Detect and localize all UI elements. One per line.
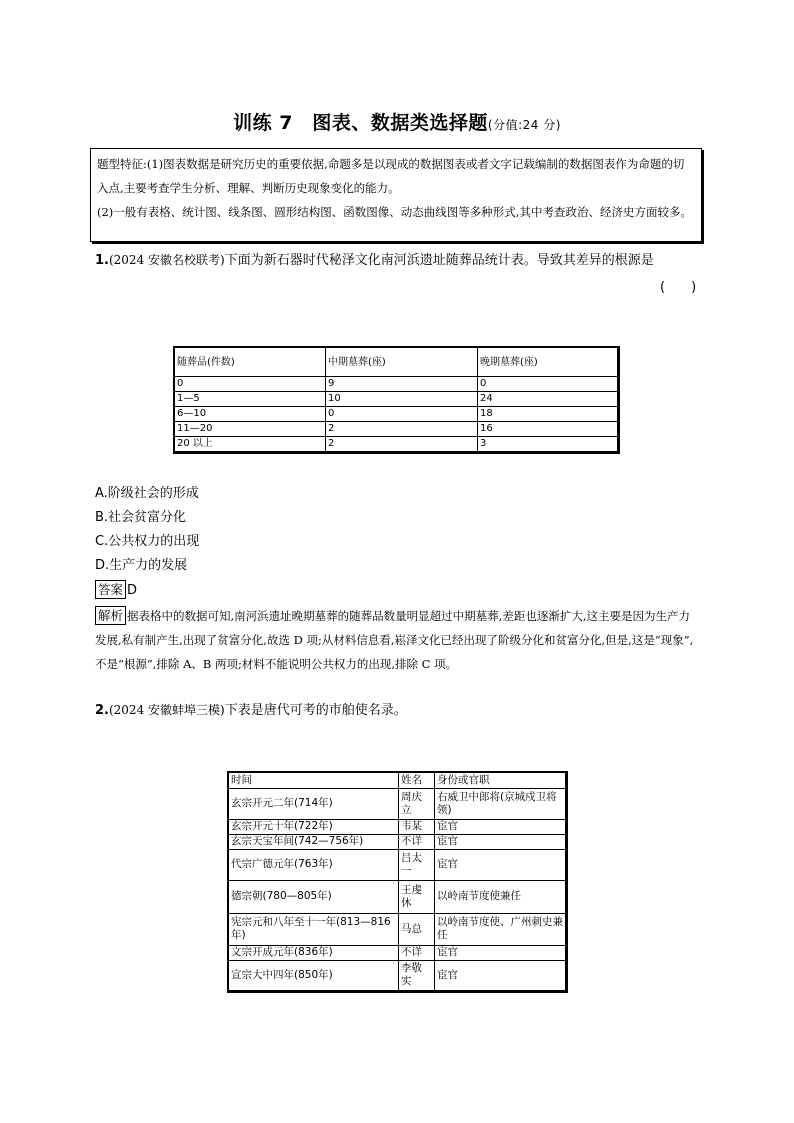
table-cell: 宦官: [435, 945, 567, 960]
table-cell: 玄宗开元二年(714年): [228, 788, 399, 819]
table-header-cell: 晚期墓葬(座): [478, 347, 619, 377]
table-cell: 玄宗天宝年间(742—756年): [228, 834, 399, 849]
table-cell: 2: [326, 422, 478, 437]
table-cell: 不详: [399, 834, 435, 849]
table-header-cell: 身份或官职: [435, 772, 567, 788]
table-row: [228, 913, 567, 945]
table-header-cell: 中期墓葬(座): [326, 347, 478, 377]
table-cell: 宪宗元和八年至十一年(813—816年): [228, 913, 399, 945]
table-cell: 玄宗开元十年(722年): [228, 819, 399, 834]
question-1-options: [95, 482, 199, 578]
table-cell: 宦官: [435, 849, 567, 880]
table-cell: 右威卫中郎将(京城戍卫将领): [435, 788, 567, 819]
table-cell: 韦某: [399, 819, 435, 834]
table-cell: 20 以上: [174, 437, 326, 453]
answer-tag: 答案: [95, 580, 126, 599]
option-c[interactable]: C.公共权力的出现: [95, 534, 200, 549]
option-a[interactable]: A.阶级社会的形成: [95, 486, 199, 501]
table-cell: 宦官: [435, 960, 567, 991]
answer-line: [95, 580, 137, 601]
table-row: [228, 960, 567, 991]
table-row: [228, 788, 567, 819]
maritime-trade-commissioner-table: [227, 771, 568, 993]
table-cell: 宦官: [435, 819, 567, 834]
table-cell: 18: [478, 407, 619, 422]
table-cell: 马总: [399, 913, 435, 945]
page-title: [0, 108, 794, 135]
table-cell: 3: [478, 437, 619, 453]
table-cell: 10: [326, 392, 478, 407]
question-2-text: 下表是唐代可考的市舶使名录。: [224, 703, 407, 718]
title-main: 训练 7 图表、数据类选择题: [233, 112, 488, 134]
table-row: [174, 407, 619, 422]
question-2-stem: [95, 698, 407, 723]
table-cell: 1—5: [174, 392, 326, 407]
option-b[interactable]: B.社会贫富分化: [95, 510, 187, 525]
table-cell: 24: [478, 392, 619, 407]
table-row: [174, 392, 619, 407]
table-cell: 16: [478, 422, 619, 437]
analysis-paragraph: [95, 604, 695, 676]
table-header-cell: 姓名: [399, 772, 435, 788]
table-cell: 0: [478, 377, 619, 392]
table-cell: 0: [326, 407, 478, 422]
question-2-source: (2024 安徽蚌埠三模): [108, 703, 225, 717]
table-cell: 文宗开成元年(836年): [228, 945, 399, 960]
table-cell: 吕太一: [399, 849, 435, 880]
question-2-number: 2.: [95, 703, 109, 718]
analysis-tag: 解析: [95, 606, 126, 625]
table-row: [228, 849, 567, 880]
table-cell: 6—10: [174, 407, 326, 422]
table-cell: 11—20: [174, 422, 326, 437]
table-cell: 宣宗大中四年(850年): [228, 960, 399, 991]
table-cell: 宦官: [435, 834, 567, 849]
table-header-row: [228, 772, 567, 788]
answer-value: D: [127, 583, 138, 598]
table-cell: 德宗朝(780—805年): [228, 880, 399, 913]
table-header-cell: 时间: [228, 772, 399, 788]
table-row: [174, 422, 619, 437]
table-cell: 周庆立: [399, 788, 435, 819]
question-1-text: 下面为新石器时代秘泽文化南河浜遗址随葬品统计表。导致其差异的根源是: [224, 253, 654, 268]
table-cell: 王虔休: [399, 880, 435, 913]
option-d[interactable]: D.生产力的发展: [95, 558, 188, 573]
table-cell: 代宗广德元年(763年): [228, 849, 399, 880]
burial-goods-table: [173, 346, 620, 454]
question-feature-box: [90, 148, 702, 242]
table-cell: 不详: [399, 945, 435, 960]
table-cell: 以岭南节度使、广州刺史兼任: [435, 913, 567, 945]
analysis-text: 据表格中的数据可知,南河浜遗址晚期墓葬的随葬品数量明显超过中期墓葬,差距也逐渐扩大,这主要是因为生产力发展,私有制产生,出现了贫富分化,故选 D 项;从材料信息看,崧泽文化已经出现了阶级分化和贫富分化,但是,这是“现象”,不是“根源”,排除 A、B 两项;材料不能说明公共权力的出现,排除 C 项。: [95, 609, 694, 671]
title-score: (分值:24 分): [487, 118, 561, 132]
feature-line-2: (2)一般有表格、统计图、线条图、圆形结构图、函数图像、动态曲线图等多种形式,其中考查政治、经济史方面较多。: [97, 205, 692, 219]
table-cell: 以岭南节度使兼任: [435, 880, 567, 913]
table-header-cell: 随葬品(件数): [174, 347, 326, 377]
table-row: [228, 880, 567, 913]
table-row: [228, 945, 567, 960]
question-1-number: 1.: [95, 253, 109, 268]
table-row: [228, 834, 567, 849]
feature-line-1: 题型特征:(1)图表数据是研究历史的重要依据,命题多是以现成的数据图表或者文字记载编制的数据图表作为命题的切入点,主要考查学生分析、理解、判断历史现象变化的能力。: [97, 157, 685, 195]
table-cell: 2: [326, 437, 478, 453]
table-row: [174, 437, 619, 453]
question-1-source: (2024 安徽名校联考): [108, 253, 225, 267]
question-1-answer-blank: ( ): [660, 280, 697, 295]
table-row: [228, 819, 567, 834]
table-row: [174, 377, 619, 392]
question-1-stem: [95, 248, 654, 273]
table-cell: 0: [174, 377, 326, 392]
table-cell: 李敬实: [399, 960, 435, 991]
table-cell: 9: [326, 377, 478, 392]
table-header-row: [174, 347, 619, 377]
